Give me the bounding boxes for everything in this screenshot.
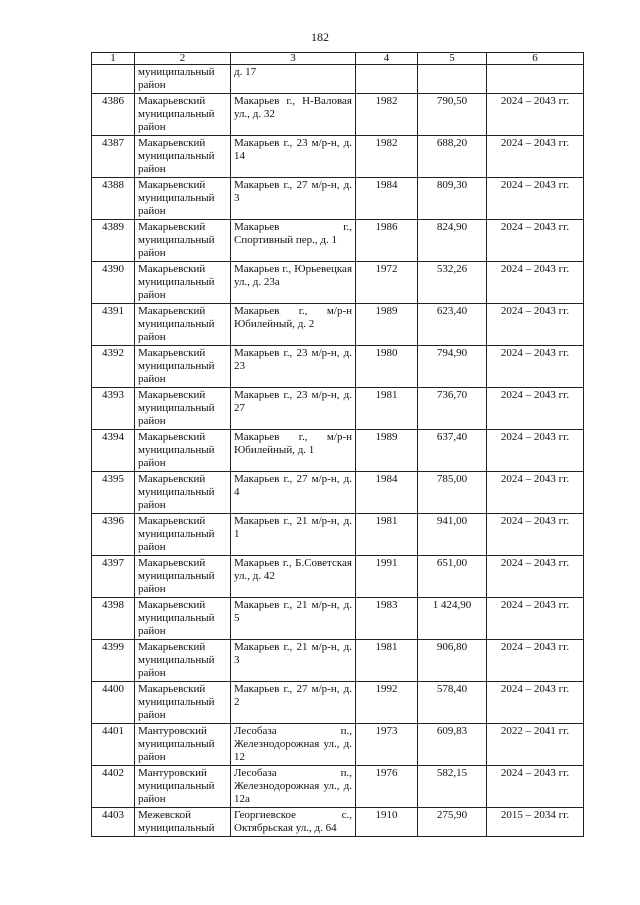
row-number: 4391	[92, 304, 135, 346]
row-number: 4390	[92, 262, 135, 304]
district-cell: Макарьевский муниципальный район	[135, 304, 231, 346]
row-number: 4387	[92, 136, 135, 178]
area-cell: 688,20	[418, 136, 487, 178]
table-row	[92, 514, 584, 556]
table-row	[92, 472, 584, 514]
table-row	[92, 136, 584, 178]
year-cell: 1972	[356, 262, 418, 304]
row-number	[92, 65, 135, 94]
area-cell: 809,30	[418, 178, 487, 220]
year-cell	[356, 65, 418, 94]
year-cell: 1984	[356, 472, 418, 514]
district-cell: Мантуровский муниципальный район	[135, 724, 231, 766]
address-cell: д. 17	[231, 65, 356, 94]
period-cell: 2024 – 2043 гг.	[487, 178, 584, 220]
area-cell: 582,15	[418, 766, 487, 808]
area-cell: 637,40	[418, 430, 487, 472]
column-header: 3	[231, 53, 356, 65]
year-cell: 1983	[356, 598, 418, 640]
year-cell: 1982	[356, 136, 418, 178]
header-row	[92, 53, 584, 65]
district-cell: Макарьевский муниципальный район	[135, 598, 231, 640]
year-cell: 1976	[356, 766, 418, 808]
area-cell: 824,90	[418, 220, 487, 262]
period-cell: 2024 – 2043 гг.	[487, 430, 584, 472]
area-cell: 609,83	[418, 724, 487, 766]
address-cell: Макарьев г., Н-Валовая ул., д. 32	[231, 94, 356, 136]
address-cell: Макарьев г., 27 м/р-н, д. 4	[231, 472, 356, 514]
row-number: 4402	[92, 766, 135, 808]
table-row	[92, 556, 584, 598]
row-number: 4396	[92, 514, 135, 556]
table-row	[92, 94, 584, 136]
column-header: 4	[356, 53, 418, 65]
period-cell: 2022 – 2041 гг.	[487, 724, 584, 766]
area-cell: 785,00	[418, 472, 487, 514]
column-header: 6	[487, 53, 584, 65]
table-row	[92, 430, 584, 472]
table-row	[92, 640, 584, 682]
table-row	[92, 178, 584, 220]
period-cell: 2024 – 2043 гг.	[487, 388, 584, 430]
address-cell: Макарьев г., 23 м/р-н, д. 27	[231, 388, 356, 430]
row-number: 4399	[92, 640, 135, 682]
table-row	[92, 808, 584, 837]
address-cell: Макарьев г., Юрьевецкая ул., д. 23а	[231, 262, 356, 304]
address-cell: Макарьев г., Б.Советская ул., д. 42	[231, 556, 356, 598]
district-cell: Макарьевский муниципальный район	[135, 346, 231, 388]
address-cell: Макарьев г., 27 м/р-н, д. 3	[231, 178, 356, 220]
district-cell: Макарьевский муниципальный район	[135, 472, 231, 514]
area-cell: 736,70	[418, 388, 487, 430]
area-cell: 941,00	[418, 514, 487, 556]
area-cell: 532,26	[418, 262, 487, 304]
period-cell: 2024 – 2043 гг.	[487, 262, 584, 304]
address-cell: Макарьев г., 27 м/р-н, д. 2	[231, 682, 356, 724]
period-cell: 2024 – 2043 гг.	[487, 766, 584, 808]
table-row	[92, 304, 584, 346]
year-cell: 1992	[356, 682, 418, 724]
year-cell: 1973	[356, 724, 418, 766]
row-number: 4388	[92, 178, 135, 220]
district-cell: Макарьевский муниципальный район	[135, 136, 231, 178]
row-number: 4394	[92, 430, 135, 472]
area-cell: 906,80	[418, 640, 487, 682]
address-cell: Макарьев г., 23 м/р-н, д. 14	[231, 136, 356, 178]
year-cell: 1910	[356, 808, 418, 837]
table-row	[92, 65, 584, 94]
area-cell: 794,90	[418, 346, 487, 388]
period-cell: 2015 – 2034 гг.	[487, 808, 584, 837]
district-cell: Макарьевский муниципальный район	[135, 514, 231, 556]
area-cell	[418, 65, 487, 94]
district-cell: Макарьевский муниципальный район	[135, 178, 231, 220]
year-cell: 1981	[356, 514, 418, 556]
row-number: 4386	[92, 94, 135, 136]
year-cell: 1982	[356, 94, 418, 136]
page-number: 182	[311, 30, 329, 44]
table-row	[92, 682, 584, 724]
address-cell: Макарьев г., 21 м/р-н, д. 5	[231, 598, 356, 640]
year-cell: 1980	[356, 346, 418, 388]
table-body	[92, 65, 584, 837]
row-number: 4403	[92, 808, 135, 837]
year-cell: 1981	[356, 388, 418, 430]
period-cell: 2024 – 2043 гг.	[487, 346, 584, 388]
period-cell: 2024 – 2043 гг.	[487, 556, 584, 598]
table-row	[92, 388, 584, 430]
year-cell: 1989	[356, 304, 418, 346]
column-header: 5	[418, 53, 487, 65]
district-cell: Макарьевский муниципальный район	[135, 94, 231, 136]
period-cell: 2024 – 2043 гг.	[487, 94, 584, 136]
address-cell: Лесобаза п., Железнодорожная ул., д. 12	[231, 724, 356, 766]
district-cell: Мантуровский муниципальный район	[135, 766, 231, 808]
row-number: 4401	[92, 724, 135, 766]
table-row	[92, 724, 584, 766]
address-cell: Георгиевское с., Октябрьская ул., д. 64	[231, 808, 356, 837]
district-cell: Межевской муниципальный	[135, 808, 231, 837]
district-cell: Макарьевский муниципальный район	[135, 556, 231, 598]
period-cell: 2024 – 2043 гг.	[487, 598, 584, 640]
district-cell: Макарьевский муниципальный район	[135, 430, 231, 472]
address-cell: Макарьев г., 21 м/р-н, д. 1	[231, 514, 356, 556]
period-cell: 2024 – 2043 гг.	[487, 220, 584, 262]
year-cell: 1981	[356, 640, 418, 682]
area-cell: 623,40	[418, 304, 487, 346]
row-number: 4398	[92, 598, 135, 640]
area-cell: 651,00	[418, 556, 487, 598]
period-cell: 2024 – 2043 гг.	[487, 640, 584, 682]
area-cell: 275,90	[418, 808, 487, 837]
district-cell: Макарьевский муниципальный район	[135, 220, 231, 262]
district-cell: Макарьевский муниципальный район	[135, 682, 231, 724]
table-row	[92, 346, 584, 388]
row-number: 4393	[92, 388, 135, 430]
table-row	[92, 220, 584, 262]
area-cell: 578,40	[418, 682, 487, 724]
address-cell: Лесобаза п., Железнодорожная ул., д. 12а	[231, 766, 356, 808]
area-cell: 790,50	[418, 94, 487, 136]
table-row	[92, 598, 584, 640]
address-cell: Макарьев г., 23 м/р-н, д. 23	[231, 346, 356, 388]
table-row	[92, 766, 584, 808]
year-cell: 1986	[356, 220, 418, 262]
row-number: 4395	[92, 472, 135, 514]
period-cell	[487, 65, 584, 94]
row-number: 4389	[92, 220, 135, 262]
district-cell: Макарьевский муниципальный район	[135, 640, 231, 682]
column-header: 2	[135, 53, 231, 65]
district-cell: Макарьевский муниципальный район	[135, 388, 231, 430]
year-cell: 1991	[356, 556, 418, 598]
row-number: 4397	[92, 556, 135, 598]
address-cell: Макарьев г., м/р-н Юбилейный, д. 2	[231, 304, 356, 346]
district-cell: Макарьевский муниципальный район	[135, 262, 231, 304]
period-cell: 2024 – 2043 гг.	[487, 136, 584, 178]
address-cell: Макарьев г., 21 м/р-н, д. 3	[231, 640, 356, 682]
year-cell: 1989	[356, 430, 418, 472]
registry-table	[91, 52, 584, 837]
period-cell: 2024 – 2043 гг.	[487, 682, 584, 724]
row-number: 4392	[92, 346, 135, 388]
area-cell: 1 424,90	[418, 598, 487, 640]
period-cell: 2024 – 2043 гг.	[487, 514, 584, 556]
row-number: 4400	[92, 682, 135, 724]
address-cell: Макарьев г., Спортивный пер., д. 1	[231, 220, 356, 262]
address-cell: Макарьев г., м/р-н Юбилейный, д. 1	[231, 430, 356, 472]
period-cell: 2024 – 2043 гг.	[487, 472, 584, 514]
district-cell: муниципальный район	[135, 65, 231, 94]
column-header: 1	[92, 53, 135, 65]
period-cell: 2024 – 2043 гг.	[487, 304, 584, 346]
year-cell: 1984	[356, 178, 418, 220]
table-row	[92, 262, 584, 304]
